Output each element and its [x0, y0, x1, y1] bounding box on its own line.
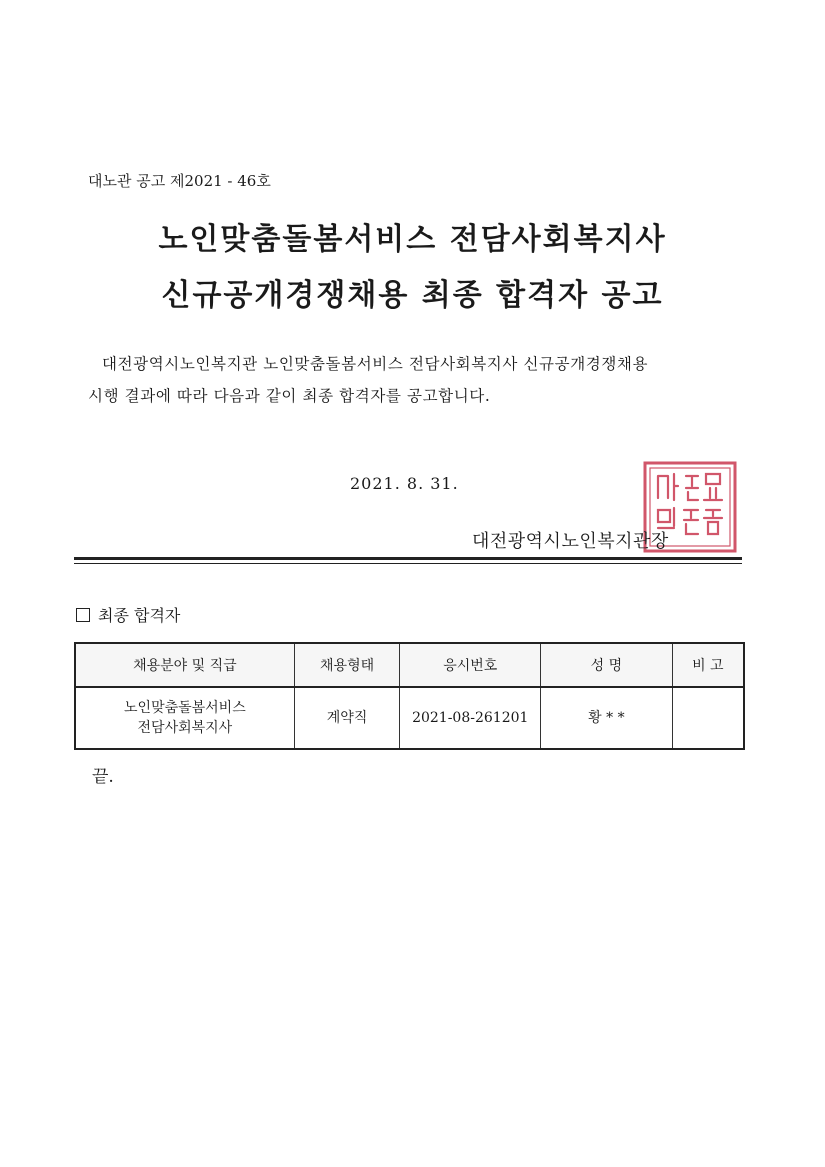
page-title-line-2: 신규공개경쟁채용 최종 합격자 공고 [161, 278, 664, 313]
header-employment-type: 채용형태 [294, 643, 400, 687]
cell-employment-type: 계약직 [294, 687, 400, 749]
body-text-line-2: 시행 결과에 따라 다음과 같이 최종 합격자를 공고합니다. [88, 387, 491, 405]
cell-exam-number: 2021-08-261201 [400, 687, 541, 749]
cell-name: 황 * * [541, 687, 673, 749]
header-name: 성 명 [541, 643, 673, 687]
cell-field-line-1: 노인맞춤돌봄서비스 [124, 700, 246, 716]
header-remarks: 비 고 [672, 643, 744, 687]
table-header-row [75, 643, 744, 687]
results-table [74, 642, 745, 750]
end-mark: 끝. [92, 767, 114, 787]
divider-thick [74, 557, 742, 560]
table-row [75, 687, 744, 749]
empty-square-icon [76, 608, 90, 622]
issuer-name: 대전광역시노인복지관장 [472, 531, 669, 552]
cell-remarks [672, 687, 744, 749]
header-field-position: 채용분야 및 직급 [75, 643, 294, 687]
body-text-line-1: 대전광역시노인복지관 노인맞춤돌봄서비스 전담사회복지사 신규공개경쟁채용 [102, 355, 649, 373]
notice-number: 대노관 공고 제2021 - 46호 [88, 172, 271, 190]
page-title-line-1: 노인맞춤돌봄서비스 전담사회복지사 [158, 222, 667, 257]
cell-field-line-2: 전담사회복지사 [137, 720, 233, 736]
notice-date: 2021. 8. 31. [350, 474, 459, 493]
section-heading [76, 603, 180, 626]
header-exam-number: 응시번호 [400, 643, 541, 687]
section-heading-label: 최종 합격자 [98, 606, 181, 625]
divider-thin [74, 563, 742, 564]
cell-field-position [75, 687, 294, 749]
